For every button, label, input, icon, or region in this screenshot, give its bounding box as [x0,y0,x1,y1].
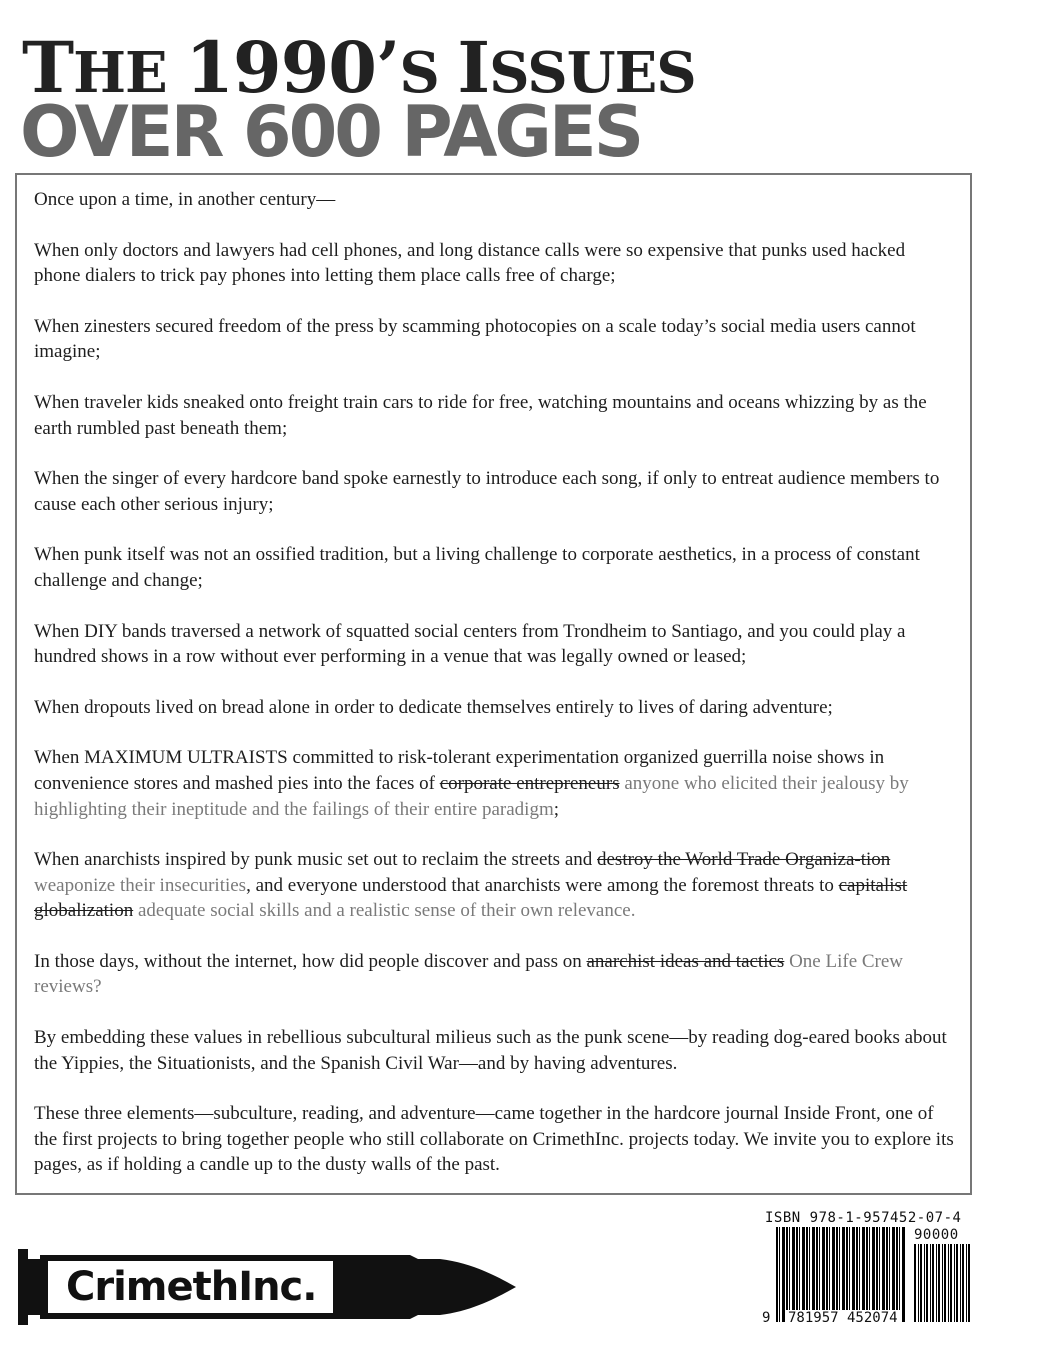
paragraph-text: , and everyone understood that anarchists were among the foremost threats to [246,874,839,896]
paragraph-text: Once upon a time, in another century— [34,189,336,210]
body-paragraph [34,390,954,441]
body-paragraph [34,619,954,670]
title-part: 1990’ [185,26,400,109]
paragraph-text: In those days, without the internet, how did people discover and pass on [34,950,587,972]
body-paragraph [34,238,954,289]
paragraph-text: By embedding these values in rebellious subcultural milieus such as the punk scene—by reading dog-eared books about the Yippies, the Situationists, and the Spanish Civil War—and by having adventures. [34,1027,947,1074]
barcode-bars [776,1227,906,1322]
title-part: HE [73,40,186,106]
title-part: S [399,40,458,106]
barcode-block [762,1210,977,1330]
isbn-label: ISBN 978-1-957452-07-4 [765,1210,962,1226]
description-box [15,173,972,1195]
body-paragraph [34,466,954,517]
price-barcode-bars [914,1244,972,1322]
struck-text: destroy the World Trade Organiza-tion [597,849,891,871]
body-paragraph [34,187,954,213]
paragraph-text: When traveler kids sneaked onto freight train cars to ride for free, watching mountains and oceans whizzing by as the earth rumbled past beneath them; [34,391,927,439]
body-paragraph [34,314,954,365]
struck-text: corporate entrepreneurs [439,772,620,794]
logo-text: CrimethInc. [66,1264,317,1310]
replacement-text: adequate social skills and a realistic sense of their own relevance. [137,900,636,922]
title-part: SSUES [489,40,696,106]
barcode-first-digit: 9 [762,1310,771,1326]
body-paragraph [34,949,954,1000]
paragraph-text: When dropouts lived on bread alone in order to dedicate themselves entirely to lives of daring adventure; [34,696,833,718]
price-code: 90000 [914,1227,959,1243]
replacement-text: One Life Crew reviews? [34,950,904,998]
paragraph-text: When MAXIMUM ULTRAISTS committed to risk-tolerant experimentation organized guerrilla noise shows in convenience stores and mashed pies into the faces of [34,747,885,794]
paragraph-text: When zinesters secured freedom of the press by scamming photocopies on a scale today’s social media users cannot imagine; [34,315,916,363]
paragraph-text: ; [553,798,560,820]
paragraph-text: These three elements—subculture, reading, and adventure—came together in the hardcore journal Inside Front, one of the first projects to bring together people who still collaborate on CrimethInc. projects today. We invite you to explore its pages, as if holding a candle up to the dusty walls of the past. [34,1103,954,1176]
replacement-text: weaponize their insecurities [34,874,247,896]
title-part: I [457,26,490,109]
body-paragraph [34,542,954,593]
paragraph-text: When the singer of every hardcore band spoke earnestly to introduce each song, if only to entreat audience members to cause each other serious injury; [34,468,940,515]
paragraph-text: When DIY bands traversed a network of squatted social centers from Trondheim to Santiago, and you could play a hundred shows in a row without ever performing in a venue that was legally owned or leased; [34,620,906,668]
body-paragraph [34,1025,954,1076]
paragraph-text: When punk itself was not an ossified tradition, but a living challenge to corporate aesthetics, in a process of constant challenge and change; [34,544,920,591]
body-paragraph [34,1101,954,1178]
paragraph-text: When anarchists inspired by punk music set out to reclaim the streets and [34,849,597,871]
body-paragraph [34,695,954,721]
crimethinc-logo [18,1247,518,1327]
barcode-digits: 781957 452074 [788,1310,898,1326]
body-paragraph [34,745,954,822]
title-part: T [22,26,74,109]
struck-text: capitalist globalization [34,874,908,922]
title-line-2: OVER 600 PAGES [20,91,642,173]
body-paragraph [34,847,954,924]
replacement-text: anyone who elicited their jealousy by highlighting their ineptitude and the failings of their entire paradigm [34,772,909,820]
paragraph-text: When only doctors and lawyers had cell phones, and long distance calls were so expensive that punks used hacked phone dialers to trick pay phones into letting them place calls free of charge; [34,239,906,287]
struck-text: anarchist ideas and tactics [586,950,785,972]
